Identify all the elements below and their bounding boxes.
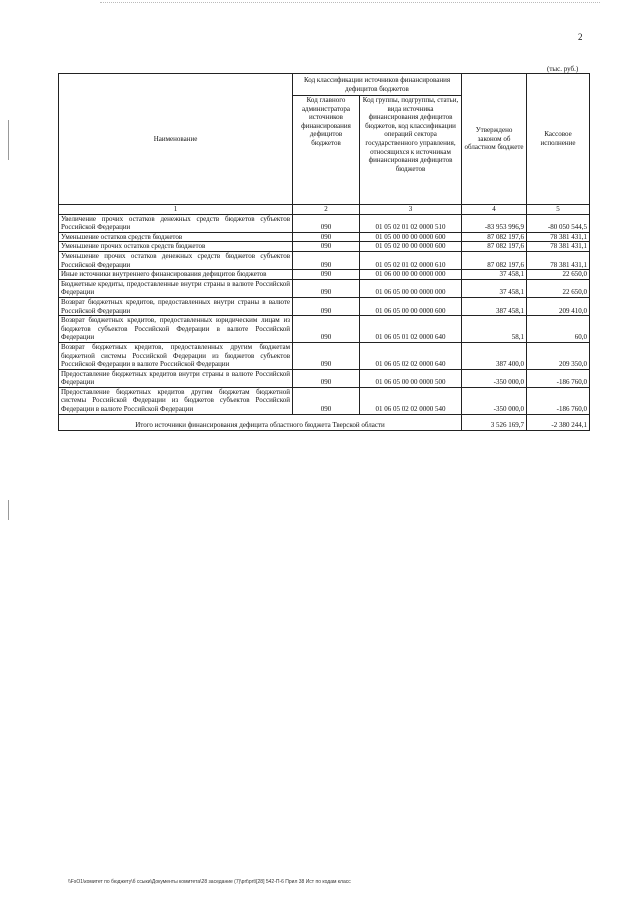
total-approved: 3 526 169,7: [462, 414, 527, 430]
units-label: (тыс. руб.): [547, 65, 579, 73]
row-classification-code: 01 06 05 02 02 0000 640: [360, 342, 462, 369]
row-executed: -186 760,0: [527, 387, 590, 414]
row-approved: -83 953 996,9: [462, 214, 527, 232]
row-executed: -80 050 544,5: [527, 214, 590, 232]
row-approved: 87 082 197,6: [462, 242, 527, 252]
row-name: Предоставление бюджетных кредитов внутри страны в валюте Российской Федерации: [59, 369, 293, 387]
row-approved: -350 000,0: [462, 387, 527, 414]
row-executed: 60,0: [527, 316, 590, 343]
row-name: Бюджетные кредиты, предоставленные внутри страны в валюте Российской Федерации: [59, 279, 293, 297]
header-code-group: Код классификации источников финансирования дефицитов бюджетов: [293, 74, 462, 96]
row-admin-code: 090: [293, 369, 360, 387]
sources-table: [58, 73, 590, 431]
row-executed: 22 650,0: [527, 270, 590, 280]
row-name: Возврат бюджетных кредитов, предоставленных юридическим лицам из бюджетов субъектов Российской Федерации в валюте Российской Федерации: [59, 316, 293, 343]
table-row: [59, 342, 590, 369]
table-row: [59, 242, 590, 252]
row-approved: 58,1: [462, 316, 527, 343]
row-classification-code: 01 05 02 01 02 0000 510: [360, 214, 462, 232]
table-row: [59, 270, 590, 280]
row-classification-code: 01 06 05 00 00 0000 000: [360, 279, 462, 297]
table-row: [59, 297, 590, 315]
row-admin-code: 090: [293, 387, 360, 414]
row-executed: 78 381 431,1: [527, 251, 590, 269]
header-executed: Кассовое исполнение: [527, 74, 590, 205]
row-approved: 37 458,1: [462, 270, 527, 280]
column-number: 2: [293, 205, 360, 215]
header-approved: Утверждено законом об областном бюджете: [462, 74, 527, 205]
row-name: Увеличение прочих остатков денежных средств бюджетов субъектов Российской Федерации: [59, 214, 293, 232]
page-number: 2: [578, 32, 583, 42]
table-row: [59, 251, 590, 269]
row-admin-code: 090: [293, 214, 360, 232]
row-approved: 87 082 197,6: [462, 251, 527, 269]
header-code-admin: Код главного администратора источников финансирования дефицитов бюджетов: [293, 96, 360, 205]
row-classification-code: 01 05 02 01 02 0000 610: [360, 251, 462, 269]
table-row: [59, 232, 590, 242]
row-executed: 209 410,0: [527, 297, 590, 315]
table-row: [59, 387, 590, 414]
row-classification-code: 01 06 05 02 02 0000 540: [360, 387, 462, 414]
row-approved: -350 000,0: [462, 369, 527, 387]
row-classification-code: 01 06 00 00 00 0000 000: [360, 270, 462, 280]
row-admin-code: 090: [293, 342, 360, 369]
row-admin-code: 090: [293, 270, 360, 280]
row-name: Возврат бюджетных кредитов, предоставленных внутри страны в валюте Российской Федерации: [59, 297, 293, 315]
total-executed: -2 380 244,1: [527, 414, 590, 430]
header-code-type: Код группы, подгруппы, статьи, вида источника финансирования дефицитов бюджетов, код классификации операций сектора государственного управления, относящихся к источникам финансирования дефицитов бюджетов: [360, 96, 462, 205]
column-number: 3: [360, 205, 462, 215]
row-name: Возврат бюджетных кредитов, предоставленных другим бюджетам бюджетной системы Российской Федерации из бюджетов субъектов Российской Федерации в валюте Российской Федерации: [59, 342, 293, 369]
row-name: Предоставление бюджетных кредитов другим бюджетам бюджетной системы Российской Федерации из бюджетов субъектов Российской Федерации в валюте Российской Федерации: [59, 387, 293, 414]
row-classification-code: 01 06 05 01 02 0000 640: [360, 316, 462, 343]
row-executed: 78 381 431,1: [527, 242, 590, 252]
row-admin-code: 090: [293, 242, 360, 252]
row-classification-code: 01 06 05 00 00 0000 500: [360, 369, 462, 387]
row-name: Уменьшение прочих остатков денежных средств бюджетов субъектов Российской Федерации: [59, 251, 293, 269]
file-path-footer: \\FsO1\комитет по бюджету\б ссыки\Документы комитета\28 заседание (7)\prt\prt\[28] 542-П-6 Прил 38 Ист по кодам класс: [68, 879, 351, 885]
row-executed: 22 650,0: [527, 279, 590, 297]
row-admin-code: 090: [293, 279, 360, 297]
row-admin-code: 090: [293, 316, 360, 343]
row-classification-code: 01 05 02 00 00 0000 600: [360, 242, 462, 252]
scan-artifact-top: [100, 2, 600, 5]
row-name: Уменьшение остатков средств бюджетов: [59, 232, 293, 242]
row-admin-code: 090: [293, 232, 360, 242]
total-row: [59, 414, 590, 430]
table-row: [59, 214, 590, 232]
column-number: 5: [527, 205, 590, 215]
row-name: Уменьшение прочих остатков средств бюджетов: [59, 242, 293, 252]
row-approved: 87 082 197,6: [462, 232, 527, 242]
row-approved: 387 400,0: [462, 342, 527, 369]
table-row: [59, 316, 590, 343]
table-row: [59, 279, 590, 297]
total-label: Итого источники финансирования дефицита областного бюджета Тверской области: [59, 414, 462, 430]
column-number: 4: [462, 205, 527, 215]
scan-mark: [8, 120, 9, 160]
row-approved: 37 458,1: [462, 279, 527, 297]
row-admin-code: 090: [293, 297, 360, 315]
row-admin-code: 090: [293, 251, 360, 269]
row-classification-code: 01 05 00 00 00 0000 600: [360, 232, 462, 242]
row-executed: 78 381 431,1: [527, 232, 590, 242]
header-name: Наименование: [59, 74, 293, 205]
table-row: [59, 369, 590, 387]
column-number: 1: [59, 205, 293, 215]
row-approved: 387 458,1: [462, 297, 527, 315]
row-name: Иные источники внутреннего финансирования дефицитов бюджетов: [59, 270, 293, 280]
scan-mark: [8, 500, 9, 520]
row-classification-code: 01 06 05 00 00 0000 600: [360, 297, 462, 315]
row-executed: -186 760,0: [527, 369, 590, 387]
row-executed: 209 350,0: [527, 342, 590, 369]
